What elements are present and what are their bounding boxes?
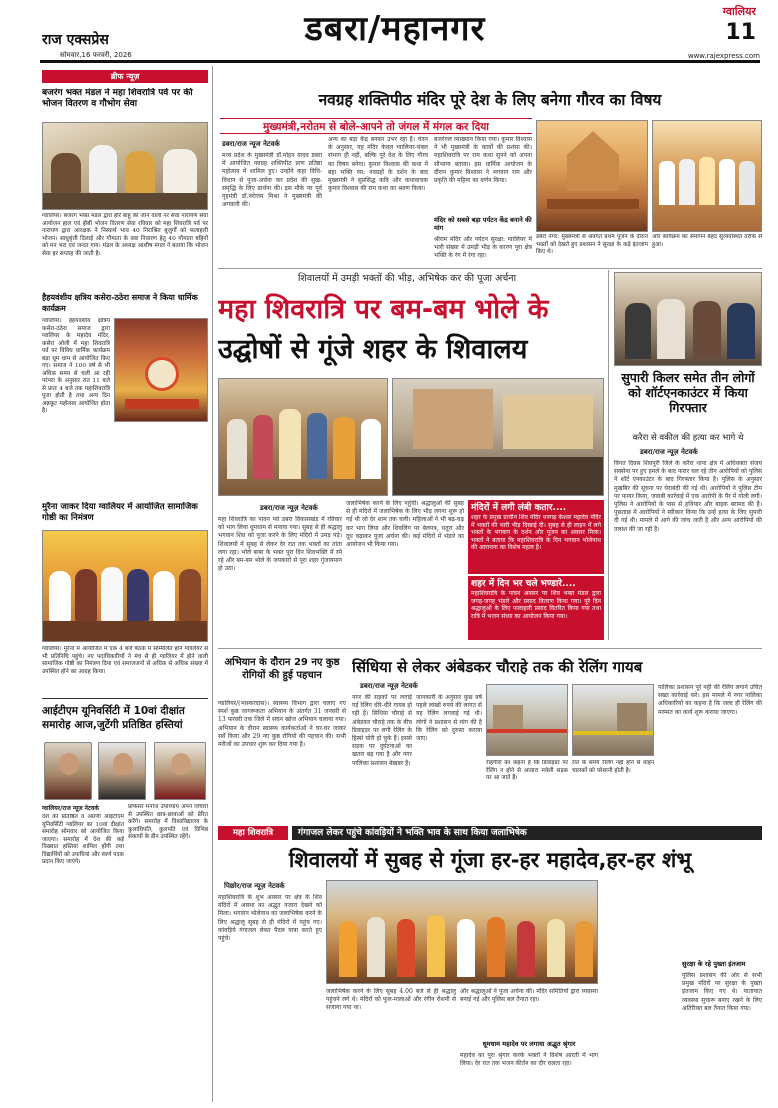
lead-caption-1: डबरा नगर: मुख्यमंत्री से अवगत प्रथम पूजन के दौरान भक्तों को देखते हुए प्रशासन ने सुरक्षा के कड़े इंतजाम किए थे। [536, 234, 648, 255]
photo-shiv-crowd [218, 378, 388, 496]
campaign-headline: अभियान के दौरान 29 नए कुष्ठ रोगियों की हुई पहचान [224, 657, 340, 681]
brand-name: राज एक्सप्रेस [42, 32, 109, 48]
shiv-box1-text: शहर के प्रमुख प्राचीन शिव मंदिर धनगढ़ केश्वर महादेव मंदिर में भक्तों की भारी भीड़ दिखाई दी। सुबह से ही लाइन में लगे भक्तों के भगवान के दर्शन और पूजन का अवसर मिला। भक्तों ने बताया कि महाशिवरात्रि के दिन भगवान भोलेनाथ की आराधना का विशेष महत्व है। [471, 514, 601, 552]
brief-text-1: ग्वालियर। बजरंग भक्त मंडल द्वारा हीरे बाहू की जाने वाली नर सेवा नारायण सेवा आयोजन हाल एवं हौबी भोजन वितरण सेवा रविवार को महा शिवरात्रि पर्व पर नारायण द्वारा आरक्षक ने निस्वार्थ भाव 40 निराश्रित बुजुर्गों को फलाहारी भोजन। साधुबृंत्ती दिलाई और गौमाता के कष्ट निवारण हेतु 40 गौमाता बहिनों को मन भरा एवं जन्दर गाय। मंडल के अध्यक्ष आशीष मंगल ने बताया कि भोजन सेवा हर सप्ताह की जाती है। [42, 213, 208, 257]
photo-railing-road-2 [572, 684, 654, 756]
murder-text: विगत दिवस शिवपुरी जिले के करैरा थाना क्षेत्र में अधिवक्ता संजय सक्सेना पर हुए हमले के बाद फरार चल रहे तीन आरोपियों को पुलिस ने शॉर्ट एनकाउंटर के बाद गिरफ्तार किया है। पुलिस के अनुसार मुखबिर की सूचना पर घेराबंदी की गई थी। आरोपियों ने पुलिस टीम पर फायर किया, जवाबी कार्रवाई में एक आरोपी के पैर में गोली लगी। पुलिस ने आरोपियों के पास से हथियार और बाइक बरामद की है। पूछताछ में आरोपियों ने स्वीकार किया कि उन्हें हत्या के लिए सुपारी दी गई थी। मामले में आगे की जांच जारी है और अन्य आरोपियों की तलाश की जा रही है। [614, 460, 762, 533]
murder-byline: डबरा/राज न्यूज़ नेटवर्क [640, 448, 698, 456]
kanwar-text-col3: और श्रद्धालुओं ने पूजा अर्चना की। मंदिर समितियों द्वारा व्यवस्था बनाई गई और पुलिस बल तैनात रहा। [460, 988, 598, 1004]
shiv-headline-2: उद्घोषों से गूंजे शहर के शिवालय [218, 334, 528, 365]
masthead-rule [40, 60, 760, 63]
brief-text-2b [114, 426, 208, 496]
lead-caption-2: और कार्यक्रम का समापन बेहद सुव्यवस्थित तरीके से हुआ। [652, 234, 762, 248]
shiv-box1-title: मंदिरों में लगी लंबी कतार.... [471, 503, 567, 513]
photo-kanwar-procession [326, 880, 598, 984]
shiv-text-col2: जलाभिषेक करने के लिए पहुंची। श्रद्धालुओं की सुबह से ही मंदिरों में जलाभिषेक के लिए भीड़ लगना शुरू हो गई थी जो देर शाम तक चली। महिलाओं ने भी बढ़-चढ़ कर भाग लिया और शिवलिंग पर बेलपत्र, धतूरा और दूध चढ़ाकर पूजा अर्चना की। कई मंदिरों में भंडारे का आयोजन भी किया गया। [346, 500, 464, 549]
lead-headline: नवग्रह शक्तिपीठ मंदिर पूरे देश के लिए बनेगा गौरव का विषय [318, 91, 662, 109]
shiv-box2-title: शहर में दिन भर चले भण्डारे.... [471, 579, 576, 589]
itm-text-col1: देश की प्रतिष्ठित व अग्रणी आईटीएम यूनिवर्सिटी ग्वालियर का 10वां दीक्षांत समारोह सोमवार को आयोजित किया जाएगा। समारोह में देश की कई विख्यात हस्तियां शामिल होंगी तथा विद्यार्थियों को उपाधियां और स्वर्ण पदक प्रदान किए जाएंगे। [42, 814, 124, 865]
photo-samajik-goshthi [42, 530, 208, 642]
issue-date: सोमवार,16 फरवरी, 2026 [60, 51, 132, 59]
shiv-headline-1: महा शिवरात्रि पर बम-बम भोले के [218, 294, 549, 325]
lead-text-col3b: श्रीराम मंदिर और पर्यटन सुरक्षा: ग्वालियर में भारी संख्या में उमड़ी भीड़ के कारण पूरा क्षेत्र भक्ति के रंग में रंगा रहा। [434, 236, 532, 260]
lead-text-col3: बजरंगल व्याख्यान किया गया। कुमार विश्वास ने भी मुख्यमंत्री के कार्यों की प्रशंसा की। महाशिवरात्रि पर राम कथा सुनने को अपना सौभाग्य बताया। इस धार्मिक आयोजन के दौरान कुमार विश्वास ने भगवान राम और प्रकृति की महिमा का वर्णन किया। [434, 136, 532, 185]
kanwar-tag: महा शिवरात्रि [218, 826, 288, 840]
brief-title-2: हैहयवंशीय क्षत्रिय कसेरा-ठठेरा समाज ने किया धार्मिक कार्यक्रम [42, 293, 198, 313]
shiv-strap: शिवालयों में उमड़ी भक्तों की भीड़, अभिषेक कर की पूजा अर्चना [297, 273, 517, 284]
scindia-headline: सिंधिया से लेकर अंबेडकर चौराहे तक की रेलिंग गायब [352, 658, 643, 676]
photo-cm-stage [652, 120, 762, 232]
brief-title-3: मुरैना जाकर दिया ग्वालियर में आयोजित सामाजिक गोष्ठी का निमंत्रण [42, 502, 198, 523]
shiv-headline-line1 [218, 290, 604, 330]
lead-bottom-rule [218, 268, 762, 269]
murder-kicker: करैरा से वकील की हत्या कर भागे थे [632, 433, 744, 443]
column-rule-right [608, 270, 609, 640]
scindia-caption-1: राहगीरों का कहना है कि डिवाइडर पर रेलिंग न होने से आवारा मवेशी सड़क पर आ जाते हैं। [486, 760, 568, 781]
kanwar-strap: गंगाजल लेकर पहुंचे कांवड़ियों ने भक्ति भाव के साथ किया जलाभिषेक [292, 826, 762, 840]
brief-text-2: ग्वालियर। हैहयवंशीय क्षत्रिय कसेरा-ठठेरा समाज द्वारा ग्वालियर के महादेव मंदिर, कसेरा ओली में महा शिवरात्रि पर्व पर विविध धार्मिक कार्यक्रम बड़ा धूम धाम से आयोजित किए गए। समाज ने 100 वर्ष से भी अधिक समय से चली आ रही परंपरा के अनुसार रात 11 बजे से प्रातः 4 बजे तक महाशिवरात्रि पूजा होती है तथा अन्य दिन अन्नकूट महोत्सव आयोजित होता है। [42, 318, 110, 414]
lead-kicker: मुख्यमंत्री,नरोतम से बोले-आपने तो जंगल में मंगल कर दिया [220, 118, 532, 134]
mid-rule [218, 648, 762, 649]
photo-railing-road-1 [486, 684, 568, 756]
photo-guest-3 [154, 742, 206, 800]
kanwar-subhead: धूमधाम महादेव पर लगाया अद्भुत श्रृंगार [482, 1040, 576, 1048]
shiv-box2-text: महाशिवरात्रि के पावन अवसर पर शिव भक्त मंडल द्वारा जगह-जगह भंडारे और प्रसाद वितरण किया गया। पूरे दिन श्रद्धालुओं के लिए फलाहारी प्रसाद वितरित किया गया तथा रात्रि में भजन संध्या का आयोजन किया गया। [471, 590, 601, 620]
scindia-byline: डबरा/राज न्यूज़ नेटवर्क [360, 682, 418, 690]
photo-temple-navgrah [536, 120, 648, 232]
website: www.rajexpress.com [687, 52, 760, 60]
murder-headline: सुपारी किलर समेत तीन लोगों को शॉर्टएनकाउंटर में किया गिरफ्तार [621, 370, 755, 415]
shiv-box-1 [468, 500, 604, 574]
itm-headline: आईटीएम यूनिवर्सिटी में 10वां दीक्षांत समारोह आज,जुटेंगी प्रतिष्ठित हस्तियां [42, 705, 185, 731]
page-number: 11 [725, 20, 756, 45]
scindia-text-col1: नगर की सड़कों पर लगाई गई रेलिंग धीरे-धीरे गायब हो रही है। सिंधिया चौराहे से अंबेडकर चौराहे तक के बीच डिवाइडर पर लगी रेलिंग के हिस्से चोरी हो चुके हैं। इससे सड़क पर दुर्घटनाओं का खतरा बढ़ गया है और नगर पालिका प्रशासन बेखबर है। [352, 694, 412, 767]
kanwar-byline: पिछोर/राज न्यूज़ नेटवर्क [224, 882, 285, 890]
kanwar-subhead2: सुरक्षा के रहे पुख्ता इंतजाम [682, 960, 746, 968]
kanwar-text-col5a [602, 880, 678, 1104]
lead-subhead: मंदिर को सबसे बड़ा पर्यटन केंद्र बनाने की मांग [434, 216, 532, 232]
lead-text-col2: अन्य का बड़ा केंद्र बनकर उभर रहा है। चंदन के अनुसार, यह मंदिर केवल ग्वालियर-चंबल संभाग ही नहीं, बल्कि पूरे देश के लिए गौरव का विषय बनेगा। कुमार विश्वास की कथा में बहा भक्ति रस: नवग्रहों के दर्शन के बाद मुख्यमंत्री ने सुप्रसिद्ध कवि और कथावाचक कुमार विश्वास की राम कथा का श्रवण किया। [328, 136, 428, 193]
photo-guest-1 [44, 742, 92, 800]
photo-guest-2 [98, 742, 146, 800]
kanwar-text-col5: पुलिस प्रशासन की ओर से सभी प्रमुख मंदिरों पर सुरक्षा के पुख्ता इंतजाम किए गए थे। यातायात व्यवस्था सुचारू बनाए रखने के लिए अतिरिक्त बल तैनात किया गया। [682, 972, 762, 1012]
brief-title-1: बजरंग भक्त मंडल ने महा शिवरात्रि पर्व पर की भोजन वितरण व गौभोग सेवा [42, 88, 193, 109]
shiv-box-2 [468, 576, 604, 640]
campaign-text: ग्वालियर/(भास्करदास)। स्वास्थ्य विभाग द्वारा चलाए गए स्पर्श कुष्ठ जागरूकता अभियान के अंतर्गत 31 जनवरी से 13 फरवरी तक जिले में सघन खोज अभियान चलाया गया। अभियान के दौरान स्वास्थ्य कार्यकर्ताओं ने घर-घर जाकर सर्वे किया और 29 नए कुष्ठ रोगियों की पहचान की। सभी मरीजों का उपचार शुरू कर दिया गया है। [218, 700, 346, 749]
photo-shiv-temple-queue [392, 378, 604, 496]
lead-byline: डबरा/राज न्यूज नेटवर्क [222, 140, 280, 148]
column-rule-left [212, 66, 213, 1102]
shiv-text-col1: महा शिवरात्रि का पावन पर्व डबरा विकासखंड में रविवार को भाग लिया धूमधाम से मनाया गया। सुबह से ही श्रद्धालु भगवान शिव को पूजा करने के लिए मंदिरों में उमड़ पड़े। शिवालयों में सुबह से लेकर देर रात तक भक्तों का तांता लगा रहा। भोले बाबा के भक्त पूरा दिन शिवभक्ति में रमे रहे और बम-बम भोले के जयकारों से पूरा शहर गुंजायमान हो उठा। [218, 516, 342, 573]
photo-shivling-decoration [114, 318, 208, 422]
kanwar-text-col2: जलाभिषेक करने के लिए सुबह 4.00 बजे से ही श्रद्धालु पहुंचने लगे थे। मंदिरों को फूल-मालाओं और रंगीन रोशनी से सजाया गया था। [326, 988, 456, 1012]
masthead [0, 0, 778, 60]
city-label: ग्वालियर [722, 5, 756, 18]
itm-text-col2: प्रोफेसर मनोज उपाध्याय अपने विचारों से उपस्थित छात्र-छात्राओं को प्रेरित करेंगे। समारोह में विश्वविद्यालय के कुलाधिपति, कुलपति एवं विभिन्न संकायों के डीन उपस्थित रहेंगे। [128, 804, 208, 840]
itm-byline: ग्वालियर/राज न्यूज़ नेटवर्क [42, 805, 99, 812]
brief-text-3: ग्वालियर। मुरैना में आयोजित में एक 4 बजे बैठक में सम्मिलित होने ग्वालियर से भी प्रतिनिधि पहुंचे। नए पदाधिकारियों ने मंच से ही ग्वालियर में होने वाली सामाजिक गोष्ठी का निमंत्रण दिया एवं समाजजनों से अधिक से अधिक संख्या में उपस्थित होने का आग्रह किया। [42, 646, 208, 675]
photo-bhojan-seva [42, 122, 208, 210]
scindia-text-col3: पालिका प्रशासन पूरे नहीं की रेलिंग लगाने उचित सख्त कार्रवाई करे। इस मामले में नगर पालिका अधिकारियों का कहना है कि जल्द ही रेलिंग की मरम्मत का कार्य शुरू कराया जाएगा। [658, 684, 762, 716]
brief-news-heading: ब्रीफ न्यूज़ [42, 70, 208, 83]
photo-accused [614, 272, 762, 366]
scindia-text-col2: जानकारी के अनुसार कुछ वर्ष पहले लाखों रुपये की लागत से यह रेलिंग लगवाई गई थी। लोगों ने प्रशासन से मांग की है कि रेलिंग को दुरुस्त कराया जाए। [416, 694, 482, 743]
kanwar-text-col1: महाशिवरात्रि के शुभ अवसर पर क्षेत्र के शिव मंदिरों में आस्था का अद्भुत नजारा देखने को मिला। भगवान भोलेनाथ का जलाभिषेक करने के लिए श्रद्धालु सुबह से ही मंदिरों में पहुंच गए। कांवड़िये गंगाजल लेकर पैदल यात्रा करते हुए पहुंचे। [218, 894, 322, 943]
shiv-byline: डबरा/राज न्यूज़ नेटवर्क [260, 504, 318, 512]
lead-text-col1: मध्य प्रदेश के मुख्यमंत्री डॉ.मोहन यादव डबरा में आयोजित नवग्रह शक्तिपीठ प्राण प्रतिष्ठा महोत्सव में शामिल हुए। उन्होंने कहा विधि-विधान से पूजा-अर्चना कर प्रदेश की सुख-समृद्धि के लिए प्रार्थना की। इस मौके पर पूर्व गृहमंत्री डॉ.नरोत्तम मिश्रा ने मुख्यमंत्री की अगवानी की। [222, 152, 322, 209]
itm-rule [42, 698, 208, 699]
kanwar-headline: शिवालयों में सुबह से गूंजा हर-हर महादेव,हर-हर शंभू [288, 848, 692, 872]
kanwar-text-col4: महादेव का पूरा श्रृंगार करके भक्तों ने विशेष आरती में भाग लिया। देर रात तक भजन कीर्तन का दौर चलता रहा। [460, 1052, 598, 1068]
scindia-caption-2: रात के समय रेलिंग नहीं होने से वाहन चालकों को परेशानी होती है। [572, 760, 654, 774]
section-title: डबरा/महानगर [304, 9, 486, 49]
